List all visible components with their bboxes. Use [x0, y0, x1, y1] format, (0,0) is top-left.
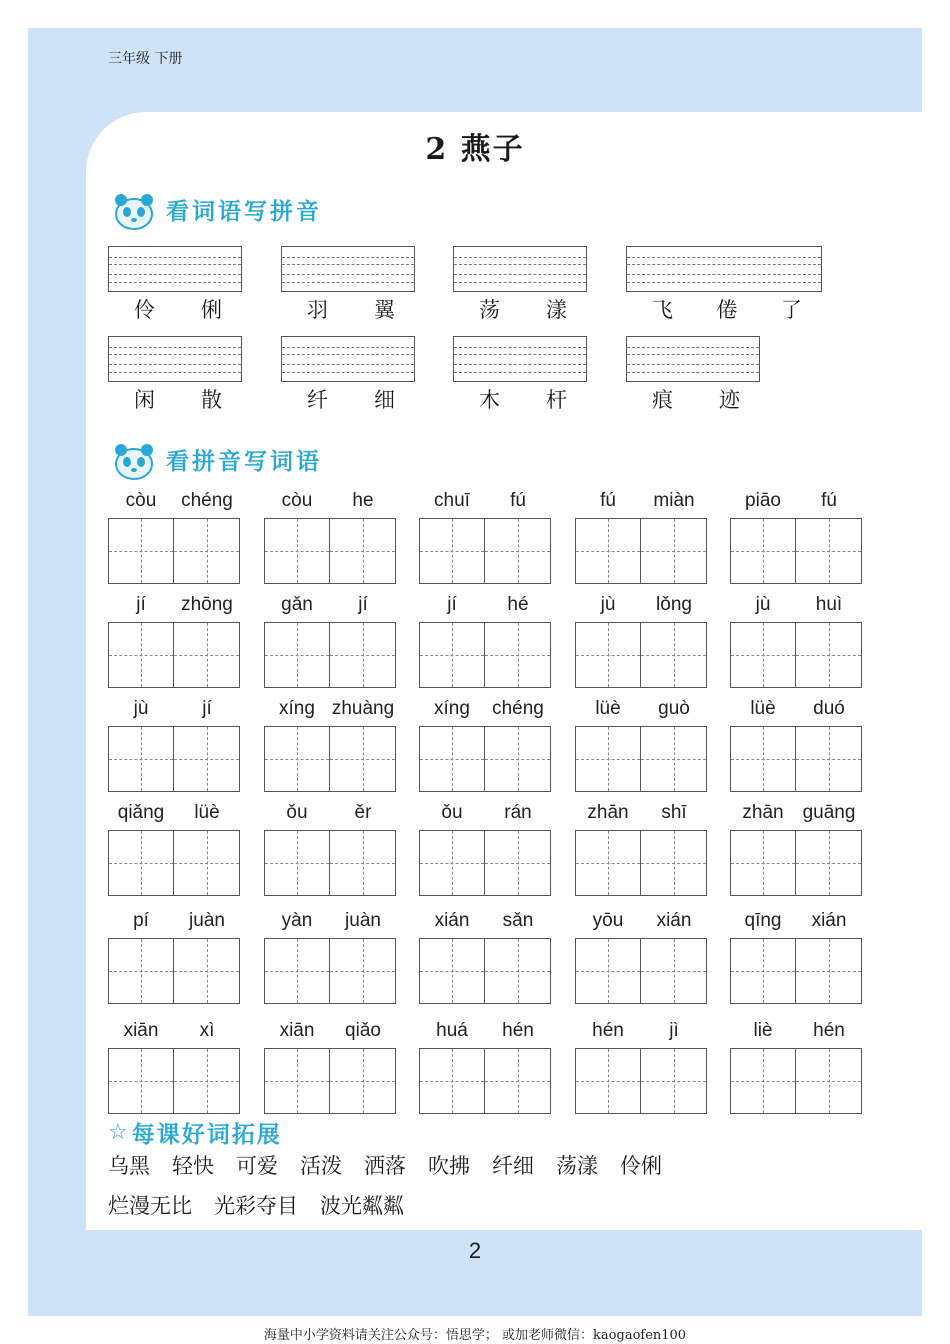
pinyin-exercise-item [419, 490, 551, 584]
pinyin-exercise-item [730, 594, 862, 688]
character-writing-cell[interactable] [485, 726, 551, 792]
pinyin-syllable: ǒu [441, 802, 463, 823]
character-writing-cell[interactable] [330, 726, 396, 792]
character-writing-cell[interactable] [108, 1048, 174, 1114]
character-writing-cell[interactable] [174, 830, 240, 896]
character-writing-cell[interactable] [330, 518, 396, 584]
pinyin-syllable: guò [658, 698, 690, 719]
pinyin-syllable: còu [125, 490, 157, 511]
pinyin-syllable: xián [434, 910, 470, 931]
section-title: 看拼音写词语 [166, 447, 322, 475]
character-writing-cell[interactable] [264, 726, 330, 792]
panda-icon [108, 186, 160, 232]
vocab-char: 闲 [134, 388, 155, 412]
character-writing-cell[interactable] [419, 830, 485, 896]
character-writing-cell[interactable] [330, 1048, 396, 1114]
pinyin-exercise-item [108, 910, 240, 1004]
pinyin-exercise-item [575, 698, 707, 792]
pinyin-exercise-item [730, 802, 862, 896]
pinyin-exercise-item [419, 1020, 551, 1114]
grade-label: 三年级 下册 [108, 51, 183, 67]
pinyin-syllable: he [352, 490, 374, 511]
pinyin-syllable: huì [815, 594, 843, 615]
character-writing-cell[interactable] [796, 830, 862, 896]
vocab-word [307, 384, 395, 414]
character-writing-cell[interactable] [330, 622, 396, 688]
pinyin-exercise-item [108, 490, 240, 584]
pinyin-writing-box[interactable] [108, 246, 242, 292]
character-writing-cell[interactable] [264, 1048, 330, 1114]
section-write-pinyin-header [108, 186, 322, 232]
pinyin-writing-box[interactable] [108, 336, 242, 382]
pinyin-writing-box[interactable] [626, 246, 822, 292]
character-writing-cell[interactable] [419, 1048, 485, 1114]
pinyin-syllable: juàn [345, 910, 381, 931]
pinyin-syllable: ěr [354, 802, 372, 823]
character-writing-cell[interactable] [174, 726, 240, 792]
pinyin-syllable: ǒu [286, 802, 308, 823]
lesson-title: 2 燕子 [425, 132, 525, 167]
character-writing-cell[interactable] [264, 938, 330, 1004]
pinyin-syllable: pí [133, 910, 149, 931]
character-writing-cell[interactable] [108, 726, 174, 792]
extension-word: 烂漫无比 [108, 1194, 192, 1218]
star-icon: ☆ [108, 1120, 128, 1145]
pinyin-syllable: lǒng [656, 594, 692, 615]
extension-word: 纤细 [492, 1154, 534, 1178]
pinyin-syllable: jù [755, 594, 771, 615]
pinyin-syllable: lüè [595, 698, 621, 719]
pinyin-syllable: xíng [279, 698, 315, 719]
pinyin-syllable: chéng [181, 490, 233, 511]
character-writing-cell[interactable] [796, 1048, 862, 1114]
extension-header [108, 1116, 282, 1149]
pinyin-syllable: hén [592, 1020, 624, 1041]
vocab-word [479, 294, 567, 324]
extension-word: 轻快 [172, 1154, 214, 1178]
character-writing-cell[interactable] [174, 518, 240, 584]
vocab-word [652, 294, 802, 324]
extension-word: 波光粼粼 [320, 1194, 404, 1218]
pinyin-syllable: hén [502, 1020, 534, 1041]
section-write-words-header [108, 436, 322, 482]
character-writing-cell[interactable] [575, 518, 641, 584]
pinyin-syllable: fú [600, 490, 616, 511]
character-writing-cell[interactable] [796, 622, 862, 688]
character-writing-cell[interactable] [330, 830, 396, 896]
vocab-char: 木 [479, 388, 500, 412]
pinyin-exercise-item [575, 490, 707, 584]
character-writing-cell[interactable] [419, 726, 485, 792]
character-writing-cell[interactable] [575, 830, 641, 896]
extension-words-line-2 [108, 1190, 426, 1220]
pinyin-syllable: zhān [742, 802, 784, 823]
character-writing-cell[interactable] [641, 830, 707, 896]
pinyin-syllable: chuī [434, 490, 470, 511]
panda-icon [108, 436, 160, 482]
pinyin-exercise-item [419, 594, 551, 688]
character-writing-cell[interactable] [730, 830, 796, 896]
pinyin-syllable: jí [202, 698, 212, 719]
character-writing-cell[interactable] [575, 1048, 641, 1114]
pinyin-syllable: jí [358, 594, 368, 615]
pinyin-syllable: xíng [434, 698, 470, 719]
pinyin-syllable: rán [504, 802, 532, 823]
vocab-char: 荡 [479, 298, 500, 322]
character-writing-cell[interactable] [796, 938, 862, 1004]
vocab-word [479, 384, 567, 414]
pinyin-syllable: qīng [744, 910, 782, 931]
pinyin-exercise-item [264, 490, 396, 584]
pinyin-syllable: xiān [123, 1020, 159, 1041]
pinyin-syllable: jí [447, 594, 457, 615]
pinyin-syllable: liè [753, 1020, 773, 1041]
pinyin-exercise-item [575, 594, 707, 688]
pinyin-exercise-item [264, 802, 396, 896]
character-writing-cell[interactable] [485, 622, 551, 688]
pinyin-writing-box[interactable] [281, 336, 415, 382]
pinyin-syllable: sǎn [502, 910, 534, 931]
character-writing-cell[interactable] [730, 622, 796, 688]
pinyin-syllable: xiān [279, 1020, 315, 1041]
pinyin-syllable: gǎn [281, 594, 313, 615]
character-writing-cell[interactable] [730, 518, 796, 584]
extension-word: 可爱 [236, 1154, 278, 1178]
character-writing-cell[interactable] [419, 518, 485, 584]
pinyin-exercise-item [264, 698, 396, 792]
character-writing-cell[interactable] [485, 938, 551, 1004]
character-writing-cell[interactable] [485, 518, 551, 584]
character-writing-cell[interactable] [419, 622, 485, 688]
vocab-char: 翼 [374, 298, 395, 322]
pinyin-exercise-item [108, 594, 240, 688]
character-writing-cell[interactable] [330, 938, 396, 1004]
pinyin-exercise-item [419, 910, 551, 1004]
pinyin-writing-box[interactable] [281, 246, 415, 292]
pinyin-syllable: guāng [802, 802, 856, 823]
character-writing-cell[interactable] [108, 518, 174, 584]
pinyin-syllable: miàn [653, 490, 695, 511]
character-writing-cell[interactable] [796, 518, 862, 584]
vocab-char: 漾 [546, 298, 567, 322]
character-writing-cell[interactable] [641, 622, 707, 688]
pinyin-syllable: chéng [492, 698, 544, 719]
character-writing-cell[interactable] [641, 518, 707, 584]
pinyin-syllable: jù [133, 698, 149, 719]
character-writing-cell[interactable] [174, 938, 240, 1004]
pinyin-syllable: fú [821, 490, 837, 511]
pinyin-exercise-item [419, 802, 551, 896]
vocab-char: 了 [781, 298, 802, 322]
character-writing-cell[interactable] [730, 938, 796, 1004]
vocab-word [652, 384, 740, 414]
character-writing-cell[interactable] [730, 1048, 796, 1114]
pinyin-syllable: juàn [189, 910, 225, 931]
character-writing-cell[interactable] [485, 830, 551, 896]
extension-title: 每课好词拓展 [131, 1121, 282, 1148]
character-writing-cell[interactable] [108, 830, 174, 896]
pinyin-writing-box[interactable] [453, 246, 587, 292]
pinyin-exercise-item [264, 910, 396, 1004]
vocab-word [134, 384, 222, 414]
character-writing-cell[interactable] [174, 622, 240, 688]
extension-word: 光彩夺目 [214, 1194, 298, 1218]
character-writing-cell[interactable] [575, 622, 641, 688]
pinyin-exercise-item [575, 802, 707, 896]
character-writing-cell[interactable] [730, 726, 796, 792]
pinyin-syllable: qiǎo [345, 1020, 381, 1041]
pinyin-syllable: zhuàng [331, 698, 395, 719]
pinyin-syllable: lüè [194, 802, 220, 823]
character-writing-cell[interactable] [108, 622, 174, 688]
pinyin-exercise-item [419, 698, 551, 792]
character-writing-cell[interactable] [108, 938, 174, 1004]
pinyin-syllable: jù [600, 594, 616, 615]
footer-note: 海量中小学资料请关注公众号：悟思学； 或加老师微信：kaogaofen100 [263, 1328, 687, 1343]
pinyin-syllable: xì [199, 1020, 215, 1041]
pinyin-syllable: piāo [745, 490, 781, 511]
pinyin-syllable: huá [436, 1020, 468, 1041]
vocab-char: 散 [201, 388, 222, 412]
extension-word: 伶俐 [620, 1154, 662, 1178]
pinyin-exercise-item [575, 1020, 707, 1114]
pinyin-writing-box[interactable] [626, 336, 760, 382]
extension-word: 荡漾 [556, 1154, 598, 1178]
character-writing-cell[interactable] [264, 518, 330, 584]
pinyin-exercise-item [730, 1020, 862, 1114]
character-writing-cell[interactable] [485, 1048, 551, 1114]
pinyin-syllable: fú [510, 490, 526, 511]
pinyin-exercise-item [108, 802, 240, 896]
character-writing-cell[interactable] [641, 726, 707, 792]
pinyin-syllable: jí [136, 594, 146, 615]
pinyin-exercise-item [108, 698, 240, 792]
pinyin-syllable: hén [813, 1020, 845, 1041]
section-title: 看词语写拼音 [166, 197, 322, 225]
vocab-char: 飞 [652, 298, 673, 322]
pinyin-syllable: xián [656, 910, 692, 931]
vocab-char: 杆 [546, 388, 567, 412]
pinyin-syllable: yàn [281, 910, 313, 931]
pinyin-exercise-item [264, 1020, 396, 1114]
character-writing-cell[interactable] [419, 938, 485, 1004]
pinyin-exercise-item [264, 594, 396, 688]
vocab-char: 细 [374, 388, 395, 412]
pinyin-syllable: xián [811, 910, 847, 931]
pinyin-syllable: shī [661, 802, 687, 823]
pinyin-syllable: yōu [592, 910, 624, 931]
extension-word: 洒落 [364, 1154, 406, 1178]
pinyin-syllable: jì [669, 1020, 679, 1041]
character-writing-cell[interactable] [641, 1048, 707, 1114]
pinyin-syllable: hé [507, 594, 529, 615]
page-number: 2 [468, 1238, 482, 1263]
pinyin-syllable: lüè [750, 698, 776, 719]
pinyin-syllable: còu [281, 490, 313, 511]
character-writing-cell[interactable] [796, 726, 862, 792]
vocab-char: 迹 [719, 388, 740, 412]
pinyin-syllable: zhān [587, 802, 629, 823]
pinyin-syllable: zhōng [181, 594, 233, 615]
vocab-word [307, 294, 395, 324]
vocab-word [134, 294, 222, 324]
vocab-char: 痕 [652, 388, 673, 412]
character-writing-cell[interactable] [575, 938, 641, 1004]
pinyin-exercise-item [730, 698, 862, 792]
extension-word: 乌黑 [108, 1154, 150, 1178]
pinyin-exercise-item [575, 910, 707, 1004]
extension-words-line-1 [108, 1150, 684, 1180]
vocab-char: 俐 [201, 298, 222, 322]
pinyin-exercise-item [730, 910, 862, 1004]
vocab-char: 伶 [134, 298, 155, 322]
pinyin-exercise-item [730, 490, 862, 584]
vocab-char: 羽 [307, 298, 328, 322]
character-writing-cell[interactable] [641, 938, 707, 1004]
vocab-char: 纤 [307, 388, 328, 412]
pinyin-exercise-item [108, 1020, 240, 1114]
character-writing-cell[interactable] [264, 622, 330, 688]
extension-word: 吹拂 [428, 1154, 470, 1178]
character-writing-cell[interactable] [264, 830, 330, 896]
pinyin-syllable: qiǎng [117, 802, 165, 823]
character-writing-cell[interactable] [174, 1048, 240, 1114]
extension-word: 活泼 [300, 1154, 342, 1178]
character-writing-cell[interactable] [575, 726, 641, 792]
pinyin-writing-box[interactable] [453, 336, 587, 382]
pinyin-syllable: duó [813, 698, 845, 719]
vocab-char: 倦 [716, 298, 738, 322]
